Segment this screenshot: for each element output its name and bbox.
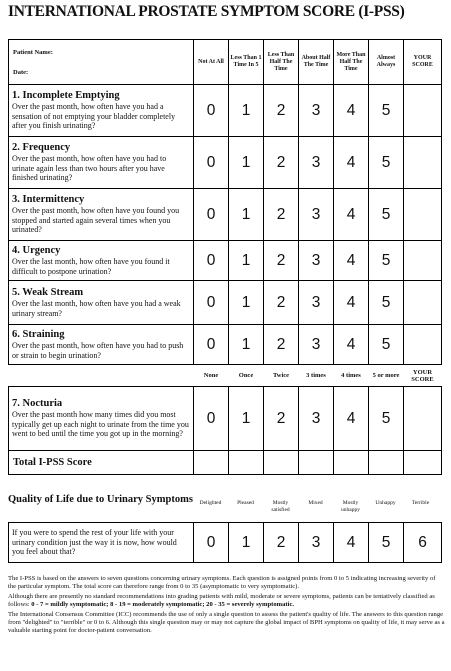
question-desc: Over the last month, how often have you found it difficult to postpone urination? [12, 256, 170, 276]
score-option-4[interactable]: 4 [334, 189, 369, 241]
score-option-4[interactable]: 4 [334, 387, 369, 451]
score-option-2[interactable]: 2 [264, 241, 299, 281]
qol-row [9, 523, 442, 563]
column-header-6: YOUR SCORE [404, 40, 442, 85]
question-desc: Over the past month, how often have you had to push or strain to begin urination? [12, 340, 184, 360]
score-option-0[interactable]: 0 [194, 189, 229, 241]
score-option-5[interactable]: 5 [369, 325, 404, 365]
qol-score-4[interactable]: 4 [334, 523, 369, 563]
total-row [9, 451, 442, 475]
question-title: 4. Urgency [12, 244, 61, 256]
your-score-cell[interactable] [404, 85, 442, 137]
qol-score-5[interactable]: 5 [369, 523, 404, 563]
question-title: 7. Nocturia [12, 398, 63, 410]
score-option-5[interactable]: 5 [369, 189, 404, 241]
spacer-cell [9, 365, 194, 387]
question-row [9, 281, 442, 325]
question-desc: Over the past month how many times did you most typically get up each night to urinate from the time you went to bed until the time you got up in the morning? [12, 410, 189, 439]
score-option-3[interactable]: 3 [299, 387, 334, 451]
score-option-1[interactable]: 1 [229, 241, 264, 281]
nocturia-header-2: Twice [272, 372, 290, 379]
question-title: 2. Frequency [12, 142, 71, 154]
question-desc: Over the last month, how often have you had a weak urinary stream? [12, 298, 181, 318]
total-empty-cell [194, 451, 229, 475]
question-cell [9, 85, 194, 137]
qol-score-1[interactable]: 1 [229, 523, 264, 563]
score-option-3[interactable]: 3 [299, 189, 334, 241]
score-option-5[interactable]: 5 [369, 241, 404, 281]
qol-label-3: Mixed [308, 500, 323, 506]
column-header-3: About Half The Time [299, 40, 334, 85]
score-option-3[interactable]: 3 [299, 241, 334, 281]
question-cell [9, 387, 194, 451]
date-label: Date: [13, 68, 29, 76]
question-row [9, 325, 442, 365]
total-score-cell[interactable] [404, 451, 442, 475]
qol-score-3[interactable]: 3 [299, 523, 334, 563]
score-option-1[interactable]: 1 [229, 281, 264, 325]
nocturia-header-5: 5 or more [372, 372, 400, 379]
qol-label-4: Mostly unhappy [341, 500, 360, 513]
column-header-0: Not At All [194, 40, 229, 85]
qol-label-0: Delighted [199, 500, 222, 506]
your-score-cell[interactable] [404, 325, 442, 365]
total-label: Total I-PSS Score [9, 451, 194, 475]
score-option-0[interactable]: 0 [194, 137, 229, 189]
question-desc: Over the past month, how often have you had to urinate again less than two hours after you have finished urinating? [12, 154, 167, 183]
question-desc: Over the past month, how often have you found you stopped and started again several times when you urinated? [12, 206, 180, 235]
score-option-0[interactable]: 0 [194, 85, 229, 137]
question-cell [9, 137, 194, 189]
score-option-2[interactable]: 2 [264, 325, 299, 365]
score-option-5[interactable]: 5 [369, 281, 404, 325]
score-option-3[interactable]: 3 [299, 85, 334, 137]
total-empty-cell [229, 451, 264, 475]
question-title: 6. Straining [12, 328, 65, 340]
question-row-nocturia [9, 387, 442, 451]
symptom-score-table [8, 39, 442, 475]
nocturia-header-3: 3 times [306, 372, 326, 379]
question-cell [9, 241, 194, 281]
patient-name-label: Patient Name: [13, 48, 53, 56]
footnotes [8, 575, 445, 637]
question-row [9, 241, 442, 281]
score-option-1[interactable]: 1 [229, 325, 264, 365]
total-empty-cell [369, 451, 404, 475]
nocturia-header-0: None [203, 372, 219, 379]
score-option-5[interactable]: 5 [369, 387, 404, 451]
score-option-5[interactable]: 5 [369, 137, 404, 189]
score-option-0[interactable]: 0 [194, 387, 229, 451]
note-scoring: The I-PSS is based on the answers to seven questions concerning urinary symptoms. Each question is assigned points from 0 to 5 indicating increasing severity of the particular symptom. The total score can therefore range from 0 to 35 (asymptomatic to very symptomatic). [8, 575, 436, 590]
qol-question-cell [9, 523, 194, 563]
score-option-0[interactable]: 0 [194, 325, 229, 365]
your-score-cell[interactable] [404, 387, 442, 451]
score-option-2[interactable]: 2 [264, 387, 299, 451]
nocturia-header-row [9, 365, 442, 387]
question-cell [9, 189, 194, 241]
quality-of-life-table [8, 522, 442, 563]
qol-score-6[interactable]: 6 [404, 523, 442, 563]
question-desc: Over the past month, how often have you had a sensation of not emptying your bladder completely after you finish urinating? [12, 102, 176, 131]
qol-label-6: Terrible [411, 500, 430, 506]
your-score-cell[interactable] [404, 189, 442, 241]
score-option-4[interactable]: 4 [334, 281, 369, 325]
your-score-cell[interactable] [404, 281, 442, 325]
score-option-4[interactable]: 4 [334, 241, 369, 281]
question-cell [9, 281, 194, 325]
note-classification: Although there are presently no standard recommendations into grading patients with mild, moderate or severe symptoms, patients can be tentatively classified as follows: 0 - 7 = mildly symptomatic; 8 - 19 = moderately symptomatic; 20 - 35 = severely symptomatic. [8, 593, 435, 608]
score-option-4[interactable]: 4 [334, 325, 369, 365]
column-header-1: Less Than 1 Time In 5 [229, 40, 264, 85]
score-option-3[interactable]: 3 [299, 325, 334, 365]
score-option-4[interactable]: 4 [334, 137, 369, 189]
nocturia-header-4: 4 times [341, 372, 361, 379]
score-option-4[interactable]: 4 [334, 85, 369, 137]
note-qol: The International Consensus Committee (ICC) recommends the use of only a single question to assess the patient's quality of life. The answers to this question range from "delighted" to "terrible" or 0 to 6. Although this single question may or may not capture the global impact of BPH symptoms on quality of life, it may serve as a valuable starting point for doctor-patient conversation. [8, 611, 445, 634]
qol-label-1: Pleased [237, 500, 254, 506]
qol-score-2[interactable]: 2 [264, 523, 299, 563]
column-header-5: Almost Always [369, 40, 404, 85]
column-header-2: Less Than Half The Time [264, 40, 299, 85]
header-row [9, 40, 442, 85]
your-score-cell[interactable] [404, 241, 442, 281]
score-option-3[interactable]: 3 [299, 137, 334, 189]
score-option-5[interactable]: 5 [369, 85, 404, 137]
question-title: 5. Weak Stream [12, 286, 84, 298]
question-row [9, 85, 442, 137]
score-option-2[interactable]: 2 [264, 85, 299, 137]
total-empty-cell [334, 451, 369, 475]
qol-score-0[interactable]: 0 [194, 523, 229, 563]
nocturia-header-1: Once [238, 372, 254, 379]
score-option-1[interactable]: 1 [229, 387, 264, 451]
question-title: 1. Incomplete Emptying [12, 90, 120, 102]
score-option-3[interactable]: 3 [299, 281, 334, 325]
qol-label-2: Mostly satisfied [271, 500, 290, 513]
patient-info-cell [9, 40, 194, 85]
score-option-2[interactable]: 2 [264, 189, 299, 241]
page-title: INTERNATIONAL PROSTATE SYMPTOM SCORE (I-PSS) [8, 3, 405, 20]
qol-title: Quality of Life due to Urinary Symptoms [8, 494, 193, 505]
question-row [9, 137, 442, 189]
score-option-1[interactable]: 1 [229, 85, 264, 137]
qol-question: If you were to spend the rest of your life with your urinary condition just the way it is now, how would you feel about that? [12, 528, 177, 557]
total-empty-cell [264, 451, 299, 475]
score-option-0[interactable]: 0 [194, 241, 229, 281]
score-option-1[interactable]: 1 [229, 189, 264, 241]
score-option-0[interactable]: 0 [194, 281, 229, 325]
your-score-cell[interactable] [404, 137, 442, 189]
question-row [9, 189, 442, 241]
total-empty-cell [299, 451, 334, 475]
score-option-2[interactable]: 2 [264, 281, 299, 325]
column-header-4: More Than Half The Time [334, 40, 369, 85]
nocturia-header-6: YOUR SCORE [411, 368, 434, 383]
score-option-2[interactable]: 2 [264, 137, 299, 189]
qol-label-5: Unhappy [375, 500, 396, 506]
score-option-1[interactable]: 1 [229, 137, 264, 189]
question-cell [9, 325, 194, 365]
question-title: 3. Intermittency [12, 194, 85, 206]
